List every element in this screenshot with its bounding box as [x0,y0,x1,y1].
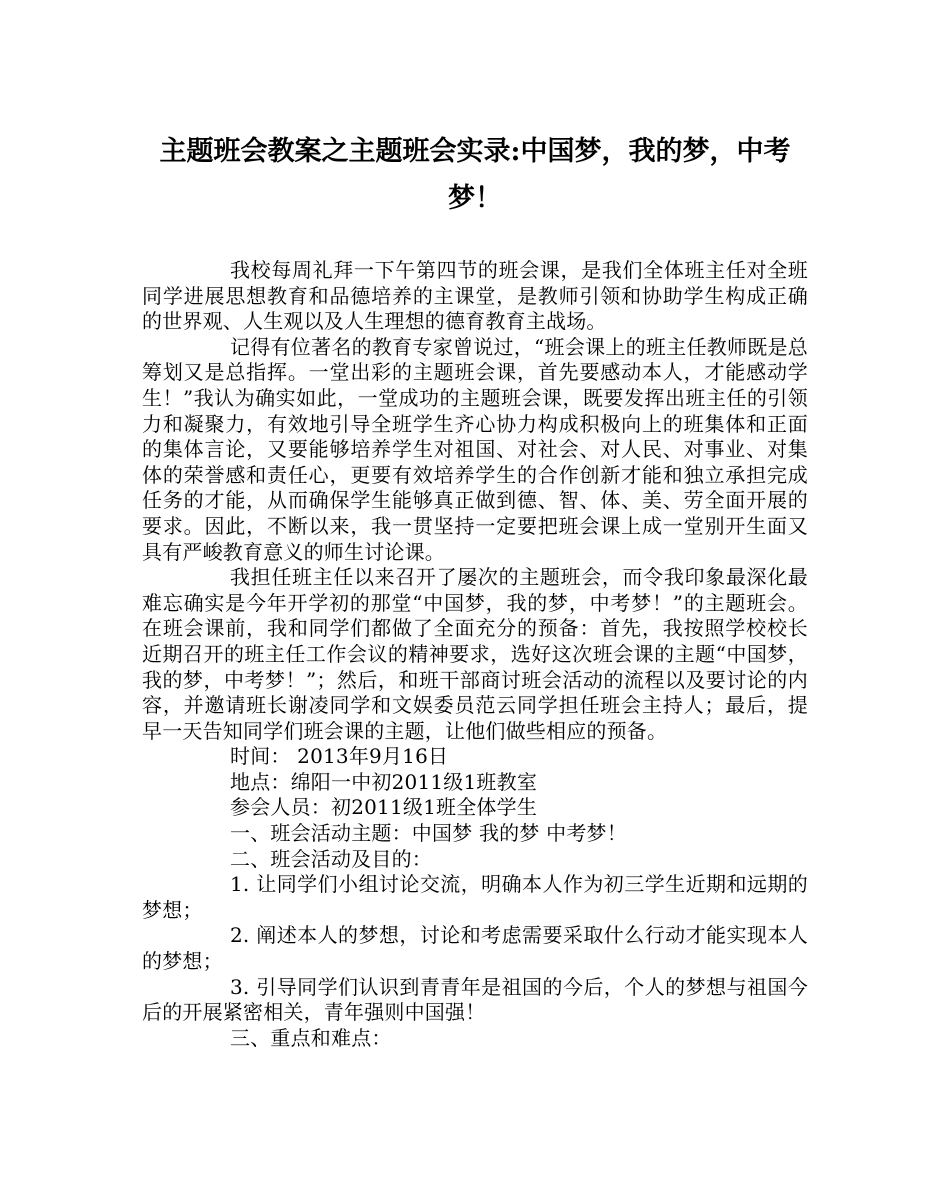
meeting-attendees: 参会人员：初2011级1班全体学生 [230,795,538,820]
paragraph-intro: 我校每周礼拜一下午第四节的班会课，是我们全体班主任对全班同学进展思想教育和品德培养的主课堂，是教师引领和协助学生构成正确的世界观、人生观以及人生理想的德育教育主战场。 [142,258,808,334]
goal-item-2: 2. 阐述本人的梦想，讨论和考虑需要采取什么行动才能实现本人的梦想； [142,923,808,974]
section-theme: 一、班会活动主题：中国梦 我的梦 中考梦！ [230,821,627,846]
paragraph-preparation: 我担任班主任以来召开了屡次的主题班会，而令我印象最深化最难忘确实是今年开学初的那堂“中国梦，我的梦，中考梦！”的主题班会。在班会课前，我和同学们都做了全面充分的预备：首先，我按照学校校长近期召开的班主任工作会议的精神要求，选好这次班会课的主题“中国梦，我的梦，中考梦！”；然后，和班干部商讨班会活动的流程以及要讨论的内容，并邀请班长谢凌同学和文娱委员范云同学担任班会主持人；最后，提早一天告知同学们班会课的主题，让他们做些相应的预备。 [142,565,808,743]
section-goals-heading: 二、班会活动及目的： [230,846,432,871]
meeting-location: 地点：绵阳一中初2011级1班教室 [230,769,538,794]
meeting-time: 时间： 2013年9月16日 [230,744,449,769]
section-key-points-heading: 三、重点和难点： [230,1025,392,1050]
paragraph-expert-quote: 记得有位著名的教育专家曾说过，“班会课上的班主任教师既是总筹划又是总指挥。一堂出彩的主题班会课，首先要感动本人，才能感动学生！”我认为确实如此，一堂成功的主题班会课，既要发挥出班主任的引领力和凝聚力，有效地引导全班学生齐心协力构成积极向上的班集体和正面的集体言论，又要能够培养学生对祖国、对社会、对人民、对事业、对集体的荣誉感和责任心，更要有效培养学生的合作创新才能和独立承担完成任务的才能，从而确保学生能够真正做到德、智、体、美、劳全面开展的要求。因此，不断以来，我一贯坚持一定要把班会课上成一堂别开生面又具有严峻教育意义的师生讨论课。 [142,334,808,564]
goal-item-3: 3. 引导同学们认识到青青年是祖国的今后，个人的梦想与祖国今后的开展紧密相关，青年强则中国强！ [142,974,808,1025]
document-body [142,258,808,1051]
document-title: 主题班会教案之主题班会实录:中国梦，我的梦，中考梦！ [159,136,791,214]
goal-item-1: 1. 让同学们小组讨论交流，明确本人作为初三学生近期和远期的梦想； [142,872,808,922]
